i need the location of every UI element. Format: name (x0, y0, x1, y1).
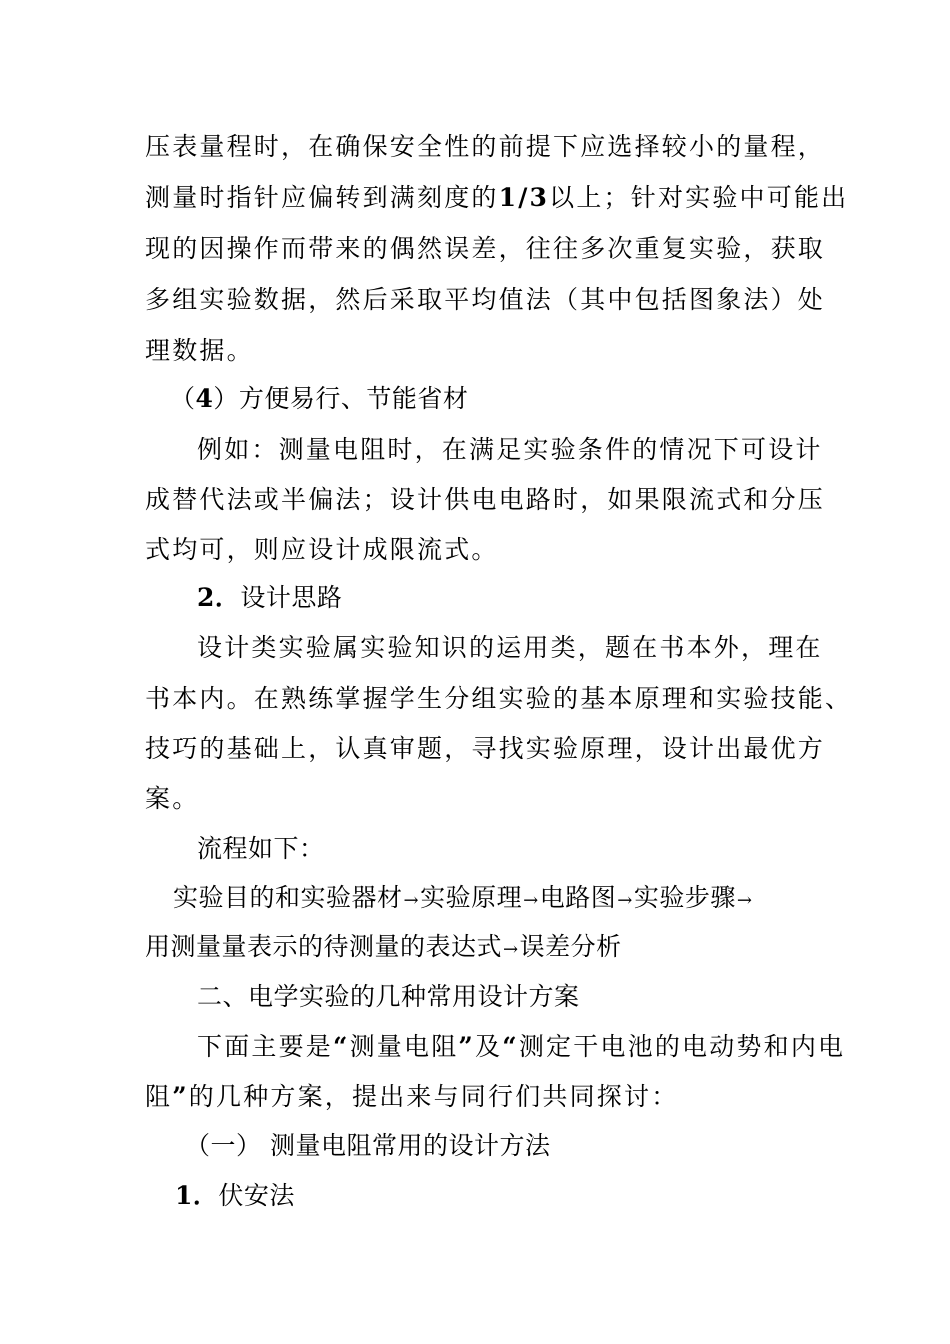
text: 流程如下： (197, 834, 325, 863)
paragraph-line (197, 433, 823, 467)
text: 阻 (145, 1082, 173, 1111)
quote-mark: “ (502, 1032, 519, 1061)
text: 测定干电池的电动势和内电 (518, 1032, 846, 1061)
text: 及 (475, 1032, 503, 1061)
heading-number: 4 (195, 384, 214, 413)
flow-step: 误差分析 (519, 932, 622, 961)
text: （一） 测量电阻常用的设计方法 (185, 1131, 551, 1160)
text: 技巧的基础上，认真审题，寻找实验原理，设计出最优方 (145, 734, 826, 763)
heading-number: 2． (197, 583, 241, 612)
text: 下面主要是 (197, 1032, 334, 1061)
flow-step: 实验步骤 (633, 883, 736, 912)
paragraph-line (145, 130, 825, 164)
flow-line (145, 930, 622, 967)
paragraph-line (145, 1080, 678, 1114)
flow-step: 电路图 (539, 883, 617, 912)
heading-1 (175, 1179, 295, 1213)
arrow-right-icon: → (503, 939, 519, 960)
text: 以上；针对实验中可能出 (549, 183, 849, 212)
fraction-text: 1/3 (498, 183, 550, 212)
quote-mark: “ (333, 1032, 350, 1061)
arrow-right-icon: → (403, 890, 420, 911)
paragraph-line (145, 181, 848, 215)
paragraph-line (197, 1030, 845, 1064)
text: 测量时指针应偏转到满刻度的 (145, 183, 499, 212)
text: 设计类实验属实验知识的运用类，题在书本外，理在 (197, 633, 823, 662)
paragraph-line (197, 631, 823, 665)
flow-step: 用测量量表示的待测量的表达式 (145, 932, 503, 961)
text: 的几种方案，提出来与同行们共同探讨： (188, 1082, 679, 1111)
heading-2 (197, 581, 342, 615)
section-title (197, 980, 580, 1014)
paragraph-line (145, 483, 825, 517)
subsection-title (185, 1129, 550, 1163)
flow-intro (197, 832, 325, 866)
paragraph-line (145, 782, 199, 816)
flow-step: 实验原理 (420, 883, 523, 912)
heading-text: 伏安法 (218, 1181, 295, 1210)
paragraph-line (145, 334, 254, 368)
text: 压表量程时，在确保安全性的前提下应选择较小的量程， (145, 132, 826, 161)
text: 多组实验数据，然后采取平均值法（其中包括图象法）处 (145, 285, 826, 314)
paragraph-line (145, 682, 852, 716)
text: 案。 (145, 784, 200, 813)
paragraph-line (145, 232, 825, 266)
arrow-right-icon: → (617, 890, 633, 911)
heading-number: 1． (175, 1181, 219, 1210)
text: 式均可，则应设计成限流式。 (145, 535, 499, 564)
text: 书本内。在熟练掌握学生分组实验的基本原理和实验技能、 (145, 684, 853, 713)
arrow-right-icon: → (736, 890, 753, 911)
heading-open-paren: （ (170, 384, 196, 413)
text: 测量电阻 (349, 1032, 459, 1061)
heading-4 (170, 382, 468, 416)
heading-text: 设计思路 (240, 583, 343, 612)
quote-mark: ” (172, 1082, 189, 1111)
arrow-right-icon: → (523, 890, 539, 911)
quote-mark: ” (458, 1032, 476, 1061)
text: 成替代法或半偏法；设计供电电路时，如果限流式和分压 (145, 485, 826, 514)
paragraph-line (145, 732, 825, 766)
paragraph-line (145, 283, 825, 317)
flow-line (173, 881, 753, 918)
flow-step: 实验目的和实验器材 (173, 883, 403, 912)
text: 理数据。 (145, 336, 254, 365)
heading-text: ）方便易行、节能省材 (213, 384, 469, 413)
paragraph-line (145, 533, 499, 567)
text: 例如：测量电阻时，在满足实验条件的情况下可设计 (197, 435, 823, 464)
text: 二、电学实验的几种常用设计方案 (197, 982, 580, 1011)
text: 现的因操作而带来的偶然误差，往往多次重复实验，获取 (145, 234, 826, 263)
